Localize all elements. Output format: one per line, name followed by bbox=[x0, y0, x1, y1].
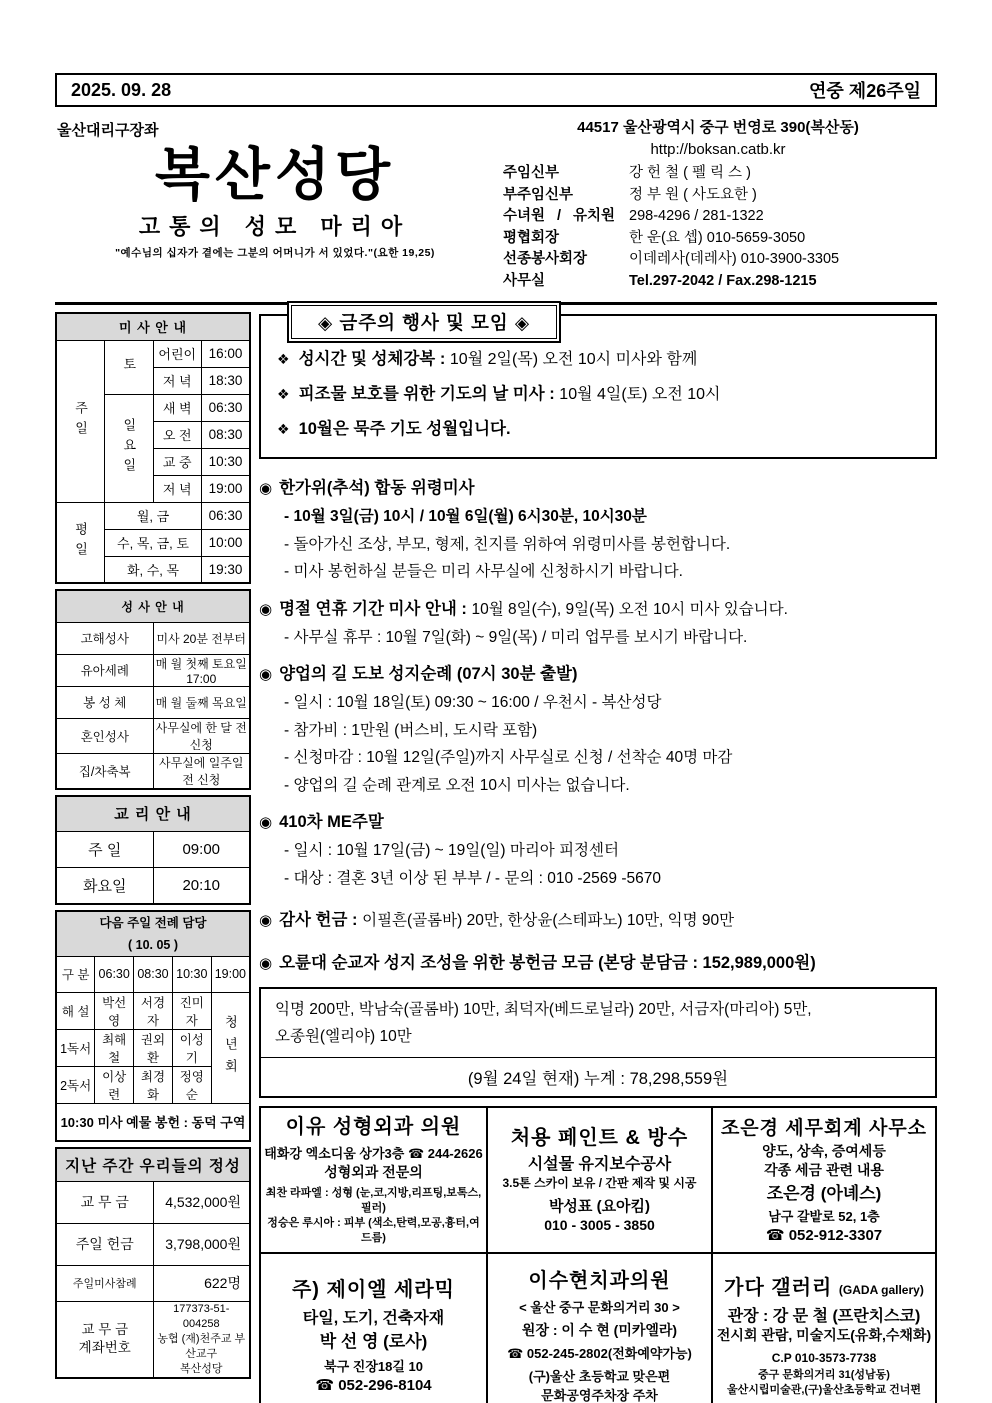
contact-value: 298-4296 / 281-1322 bbox=[629, 208, 764, 224]
section-line: - 미사 봉헌하실 분들은 미리 사무실에 신청하시기 바랍니다. bbox=[284, 563, 683, 580]
liturgy-col: 구 분 bbox=[56, 956, 95, 992]
ad-line: (구)울산 초등학교 맞은편 bbox=[528, 1368, 671, 1384]
ad-line: 시설물 유지보수공사 bbox=[527, 1156, 672, 1173]
contact-row bbox=[503, 163, 933, 185]
contact-row bbox=[503, 185, 933, 207]
ad-line: 태화강 엑소디움 상가3층 ☎ 244-2626 bbox=[264, 1146, 483, 1161]
section-line: - 일시 : 10월 17일(금) ~ 19일(일) 마리아 피정센터 bbox=[284, 842, 619, 859]
bulletin-date: 2025. 09. 28 bbox=[71, 79, 172, 100]
section-rest: 이필흔(골롬바) 20만, 한상윤(스테파노) 10만, 익명 90만 bbox=[362, 912, 735, 929]
mass-time: 19:30 bbox=[202, 556, 251, 583]
liturgy-person: 서경자 bbox=[134, 992, 173, 1029]
circle-bullet-icon: ◉ bbox=[259, 912, 273, 929]
liturgy-title-text: 다음 주일 전례 담당 bbox=[99, 915, 207, 930]
ad-line: 최찬 라파엘 : 성형 (눈,코,지방,리프팅,보톡스,필러) bbox=[265, 1187, 482, 1214]
offering-label: 주일 헌금 bbox=[56, 1223, 153, 1265]
offering-title: 지난 주간 우리들의 정성 bbox=[56, 1148, 250, 1181]
circle-bullet-icon: ◉ bbox=[259, 666, 273, 683]
offering-table bbox=[55, 1147, 251, 1379]
event-title: 피조물 보호를 위한 기도의 날 미사 : bbox=[298, 385, 560, 403]
diamond-bullet-icon: ❖ bbox=[277, 386, 290, 402]
catechism-table bbox=[55, 795, 251, 905]
mass-name: 어린이 bbox=[153, 340, 202, 367]
ad-line: 관장 : 강 문 철 (프란치스코) bbox=[727, 1307, 921, 1325]
ad-title-main: 가다 갤러리 bbox=[724, 1276, 833, 1299]
liturgy-person: 박선영 bbox=[95, 992, 134, 1029]
mass-time: 06:30 bbox=[202, 502, 251, 529]
ad-gallery bbox=[711, 1252, 937, 1403]
liturgy-col: 08:30 bbox=[134, 956, 173, 992]
contact-label: 수녀원 / 유치원 bbox=[503, 208, 615, 224]
mass-name: 오 전 bbox=[153, 421, 202, 448]
ad-paint-waterproof bbox=[486, 1106, 713, 1254]
announcement-section bbox=[259, 595, 937, 652]
ad-title-suffix: (GADA gallery) bbox=[838, 1282, 924, 1297]
ads-row bbox=[259, 1254, 937, 1403]
contact-value: 정 부 원 ( 사도요한 ) bbox=[629, 186, 757, 203]
ad-line: ☎ 052-912-3307 bbox=[765, 1226, 883, 1244]
section-head bbox=[259, 660, 937, 689]
section-head bbox=[259, 595, 937, 624]
section-title: 오륜대 순교자 성지 조성을 위한 봉헌금 모금 (본당 분담금 : 152,989,000원) bbox=[279, 954, 816, 972]
section-line: - 신청마감 : 10월 12일(주일)까지 사무실로 신청 / 선착순 40명 마감 bbox=[284, 749, 733, 766]
contact-value: Tel.297-2042 / Fax.298-1215 bbox=[629, 272, 817, 289]
contact-row bbox=[503, 228, 933, 250]
mass-time: 10:00 bbox=[202, 529, 251, 556]
event-item bbox=[277, 377, 925, 412]
body-columns bbox=[55, 312, 937, 1403]
offering-label: 교 무 금 bbox=[56, 1181, 153, 1223]
contact-value: 이데레사(데레사) 010-3900-3305 bbox=[629, 251, 840, 267]
church-identity bbox=[55, 115, 495, 292]
scripture-quote: "예수님의 십자가 곁에는 그분의 어머니가 서 있었다."(요한 19,25) bbox=[115, 247, 435, 259]
ad-title: 이수현치과의원 bbox=[528, 1269, 671, 1292]
ad-line: 중구 문화의거리 31(성남동) bbox=[758, 1368, 890, 1381]
section-line: - 10월 3일(금) 10시 / 10월 6일(월) 6시30분, 10시30분 bbox=[284, 508, 647, 525]
sacrament-value: 사무실에 일주일 전 신청 bbox=[153, 753, 250, 789]
mass-table-title: 미 사 안 내 bbox=[56, 313, 250, 340]
liturgy-col: 06:30 bbox=[95, 956, 134, 992]
ad-title: 처용 페인트 & 방수 bbox=[510, 1127, 689, 1149]
section-title: 양업의 길 도보 성지순례 (07시 30분 출발) bbox=[279, 665, 578, 683]
liturgy-role: 해 설 bbox=[56, 992, 95, 1029]
ad-line: 조은경 (아녜스) bbox=[766, 1183, 882, 1203]
ad-line: 각종 세금 관련 내용 bbox=[764, 1161, 884, 1178]
diamond-bullet-icon: ❖ bbox=[277, 421, 290, 437]
liturgy-col: 19:00 bbox=[211, 956, 250, 992]
mass-day: 일요일 bbox=[105, 394, 154, 502]
mass-time: 18:30 bbox=[202, 367, 251, 394]
liturgy-col: 10:30 bbox=[172, 956, 211, 992]
church-address: 44517 울산광역시 중구 번영로 390(복산동) bbox=[577, 119, 859, 136]
sacrament-label: 집/차축복 bbox=[56, 753, 153, 789]
sacrament-label: 유아세례 bbox=[56, 654, 153, 686]
section-line: - 돌아가신 조상, 부모, 형제, 친지를 위하여 위령미사를 봉헌합니다. bbox=[284, 535, 731, 553]
section-title: 명절 연휴 기간 미사 안내 : bbox=[279, 599, 472, 618]
offering-value: 4,532,000원 bbox=[153, 1181, 250, 1223]
sacrament-label: 혼인성사 bbox=[56, 718, 153, 753]
liturgy-footer: 10:30 미사 예물 봉헌 : 동덕 구역 bbox=[56, 1103, 250, 1141]
contact-label: 주임신부 bbox=[503, 165, 560, 181]
announcement-section bbox=[259, 949, 937, 978]
liturgy-date: ( 10. 05 ) bbox=[127, 937, 179, 952]
mass-schedule-table bbox=[55, 312, 251, 584]
event-item bbox=[277, 342, 925, 377]
mass-time: 06:30 bbox=[202, 394, 251, 421]
section-line: - 대상 : 결혼 3년 이상 된 부부 / - 문의 : 010 -2569 -5670 bbox=[284, 869, 661, 887]
contact-label: 평협회장 bbox=[503, 229, 560, 246]
mass-days: 화, 수, 목 bbox=[105, 556, 202, 583]
ad-line: 3.5톤 스카이 보유 / 간판 제작 및 시공 bbox=[502, 1176, 697, 1190]
announcement-section bbox=[259, 660, 937, 799]
announcement-section bbox=[259, 808, 937, 892]
section-line: - 양업의 길 순례 관계로 오전 10시 미사는 없습니다. bbox=[284, 776, 630, 794]
mass-time: 10:30 bbox=[202, 448, 251, 475]
account-bank: 농협 (재)천주교 부산교구 bbox=[157, 1332, 246, 1360]
donation-total: (9월 24일 현재) 누계 : 78,298,559원 bbox=[467, 1070, 729, 1088]
mass-days: 수, 목, 금, 토 bbox=[105, 529, 202, 556]
donation-names-line: 익명 200만, 박남숙(골롬바) 10만, 최덕자(베드로닐라) 20만, 서금자(마리아) 5만, bbox=[275, 1001, 812, 1018]
ad-line: 박성표 (요아킴) bbox=[548, 1198, 651, 1215]
sacrament-value: 미사 20분 전부터 bbox=[153, 622, 250, 654]
ad-line: 010 - 3005 - 3850 bbox=[544, 1217, 655, 1233]
liturgy-person: 진미자 bbox=[172, 992, 211, 1029]
date-bar bbox=[55, 73, 937, 107]
liturgy-role: 1독서 bbox=[56, 1029, 95, 1066]
circle-bullet-icon: ◉ bbox=[259, 814, 273, 831]
ad-line: 성형외과 전문의 bbox=[324, 1164, 423, 1180]
event-detail: 10월 4일(토) 오전 10시 bbox=[559, 386, 721, 403]
ad-tax-accounting bbox=[711, 1106, 937, 1254]
contact-row bbox=[503, 271, 933, 293]
account-number: 177373-51-004258 bbox=[173, 1302, 230, 1330]
ad-plastic-surgery bbox=[259, 1106, 488, 1254]
announcement-section bbox=[259, 906, 937, 935]
ad-ceramic bbox=[259, 1252, 488, 1403]
ad-line: 남구 갈밭로 52, 1층 bbox=[768, 1208, 880, 1224]
ad-title: 조은경 세무회계 사무소 bbox=[720, 1117, 928, 1139]
mass-time: 19:00 bbox=[202, 475, 251, 502]
ad-line: 북구 진장18길 10 bbox=[324, 1359, 423, 1374]
ad-line: 양도, 상속, 증여세등 bbox=[762, 1142, 886, 1159]
weekly-events-title: ◈ 금주의 행사 및 모임 ◈ bbox=[291, 305, 557, 339]
mass-time: 16:00 bbox=[202, 340, 251, 367]
church-name: 복산성당 bbox=[154, 141, 396, 208]
donation-names bbox=[261, 989, 935, 1058]
offering-value: 3,798,000원 bbox=[153, 1223, 250, 1265]
ad-line: 전시회 관람, 미술지도(유화,수채화) bbox=[716, 1326, 932, 1343]
liturgy-youth-group: 청년회 bbox=[211, 992, 250, 1103]
contact-label: 선종봉사회장 bbox=[503, 251, 588, 267]
section-title: 한가위(추석) 합동 위령미사 bbox=[279, 479, 475, 497]
mass-time: 08:30 bbox=[202, 421, 251, 448]
announcement-section bbox=[259, 474, 937, 586]
church-subtitle: 고통의 성모 마리아 bbox=[138, 214, 412, 239]
event-item bbox=[277, 412, 925, 447]
sacrament-table bbox=[55, 589, 251, 790]
church-website: http://boksan.catb.kr bbox=[650, 141, 786, 158]
sacrament-value: 사무실에 한 달 전 신청 bbox=[153, 718, 250, 753]
ad-line: 정승은 루시아 : 피부 (색소,탄력,모공,흉터,여드름) bbox=[267, 1217, 480, 1244]
section-head bbox=[259, 474, 937, 503]
mass-name: 새 벽 bbox=[153, 394, 202, 421]
event-detail: 10월 2일(목) 오전 10시 미사와 함께 bbox=[449, 351, 698, 368]
sacrament-label: 봉 성 체 bbox=[56, 686, 153, 718]
section-head bbox=[259, 949, 937, 978]
liturgy-role: 2독서 bbox=[56, 1066, 95, 1103]
ads-grid bbox=[259, 1106, 937, 1403]
contact-value: 강 헌 철 ( 펠 릭 스 ) bbox=[629, 165, 751, 181]
mass-day-group: 주일 bbox=[56, 340, 105, 502]
ads-row bbox=[259, 1106, 937, 1254]
section-head bbox=[259, 808, 937, 837]
account-holder: 복산성당 bbox=[179, 1362, 223, 1375]
liturgy-person: 이상련 bbox=[95, 1066, 134, 1103]
ad-line: 박 선 영 (로사) bbox=[319, 1332, 428, 1351]
weekly-events-title-box bbox=[287, 301, 561, 343]
contact-label: 부주임신부 bbox=[503, 186, 574, 203]
liturgy-title bbox=[56, 911, 250, 957]
catechism-day: 주 일 bbox=[56, 832, 153, 868]
mass-name: 저 녁 bbox=[153, 367, 202, 394]
weekly-events-box bbox=[259, 314, 937, 459]
donation-names-line: 오종원(엘리야) 10만 bbox=[275, 1028, 412, 1045]
ad-line: < 울산 중구 문화의거리 30 > bbox=[519, 1299, 680, 1315]
ad-line: ☎ 052-245-2802(전화예약가능) bbox=[507, 1345, 692, 1361]
liturgy-person: 최해철 bbox=[95, 1029, 134, 1066]
catechism-time: 20:10 bbox=[153, 868, 250, 904]
section-rest: 10월 8일(수), 9일(목) 오전 10시 미사 있습니다. bbox=[471, 600, 788, 618]
diamond-bullet-icon: ❖ bbox=[277, 351, 290, 367]
mass-days: 월, 금 bbox=[105, 502, 202, 529]
church-contacts bbox=[495, 115, 937, 292]
sacrament-value: 매 월 둘째 목요일 bbox=[153, 686, 250, 718]
liturgy-person: 이성기 bbox=[172, 1029, 211, 1066]
ad-line: ☎ 052-296-8104 bbox=[315, 1377, 432, 1394]
ad-line: 타일, 도기, 건축자재 bbox=[302, 1310, 445, 1327]
section-title: 감사 헌금 : bbox=[279, 911, 363, 929]
offering-account bbox=[153, 1301, 250, 1378]
offering-account-label-line: 교 무 금 bbox=[81, 1322, 129, 1337]
offering-value: 622명 bbox=[153, 1265, 250, 1301]
mass-name: 교 중 bbox=[153, 448, 202, 475]
offering-account-label-line: 계좌번호 bbox=[78, 1340, 131, 1355]
catechism-time: 09:00 bbox=[153, 832, 250, 868]
liturgy-assignment-table bbox=[55, 910, 251, 1143]
ad-line: 문화공영주차장 주차 bbox=[541, 1387, 658, 1403]
left-column bbox=[55, 312, 251, 1403]
ad-title: 이유 성형외과 의원 bbox=[285, 1116, 462, 1138]
right-column bbox=[259, 312, 937, 1403]
ad-title bbox=[724, 1275, 924, 1303]
ad-title: 주) 제이엘 세라믹 bbox=[291, 1279, 455, 1301]
catechism-day: 화요일 bbox=[56, 868, 153, 904]
section-title: 410차 ME주말 bbox=[279, 813, 384, 831]
section-line: - 일시 : 10월 18일(토) 09:30 ~ 16:00 / 우천시 - 복산성당 bbox=[284, 694, 662, 711]
catechism-title: 교 리 안 내 bbox=[56, 796, 250, 832]
ad-line: C.P 010-3573-7738 bbox=[771, 1350, 877, 1365]
liturgy-person: 권외환 bbox=[134, 1029, 173, 1066]
contact-value: 한 운(요 셉) 010-5659-3050 bbox=[629, 229, 806, 246]
sacrament-value: 매 월 첫째 토요일 17:00 bbox=[153, 654, 250, 686]
section-line: - 참가비 : 1만원 (버스비, 도시락 포함) bbox=[284, 721, 538, 739]
liturgy-person: 정영순 bbox=[172, 1066, 211, 1103]
district-label: 울산대리구장좌 bbox=[57, 122, 159, 139]
liturgical-week: 연중 제26주일 bbox=[809, 81, 921, 101]
donation-box bbox=[259, 987, 937, 1098]
contact-row bbox=[503, 249, 933, 271]
ad-dental-clinic bbox=[486, 1252, 713, 1403]
section-line: - 사무실 휴무 : 10월 7일(화) ~ 9일(목) / 미리 업무를 보시기 바랍니다. bbox=[284, 628, 748, 646]
offering-label: 주일미사참례 bbox=[56, 1265, 153, 1301]
section-head bbox=[259, 906, 937, 935]
announcements bbox=[259, 474, 937, 978]
mass-name: 저 녁 bbox=[153, 475, 202, 502]
event-title: 성시간 및 성체강복 : bbox=[298, 350, 450, 368]
mass-day-group: 평일 bbox=[56, 502, 105, 583]
circle-bullet-icon: ◉ bbox=[259, 955, 273, 972]
circle-bullet-icon: ◉ bbox=[259, 600, 273, 618]
event-title: 10월은 묵주 기도 성월입니다. bbox=[298, 420, 511, 438]
ad-line: 원장 : 이 수 현 (미카엘라) bbox=[521, 1321, 678, 1338]
sacrament-label: 고해성사 bbox=[56, 622, 153, 654]
liturgy-person: 최경화 bbox=[134, 1066, 173, 1103]
mass-day: 토 bbox=[105, 340, 154, 394]
church-header bbox=[55, 111, 937, 305]
ad-line: 울산시립미술관,(구)울산초등학교 건너편 bbox=[726, 1383, 922, 1396]
sacrament-title: 성 사 안 내 bbox=[56, 590, 250, 622]
circle-bullet-icon: ◉ bbox=[259, 480, 273, 497]
contact-row bbox=[503, 206, 933, 228]
contact-label: 사무실 bbox=[503, 272, 546, 289]
offering-account-label bbox=[56, 1301, 153, 1378]
